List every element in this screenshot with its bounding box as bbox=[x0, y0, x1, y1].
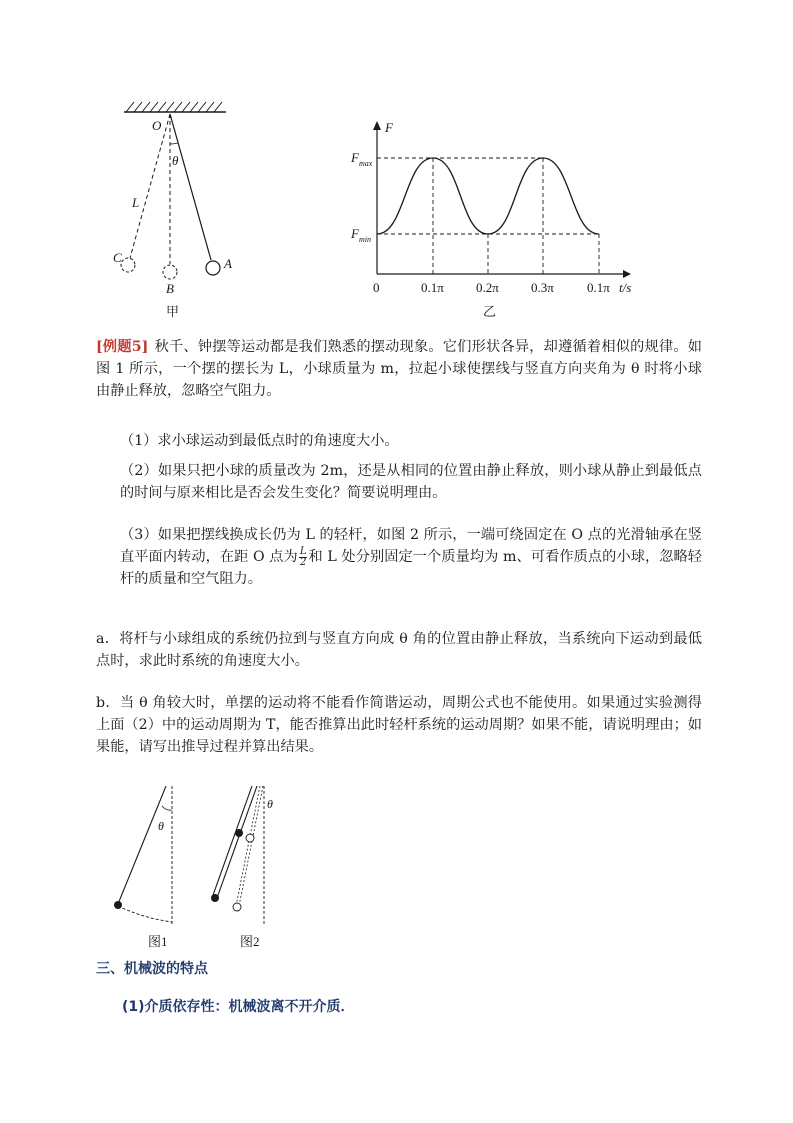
section-heading: 三、机械波的特点 bbox=[96, 961, 208, 977]
figure-jia-pendulum bbox=[110, 92, 240, 322]
example-intro-text: 秋千、钟摆等运动都是我们熟悉的摆动现象。它们形状各异，却遵循着相似的规律。如图 1 所示，一个摆的摆长为 L，小球质量为 m，拉起小球使摆线与竖直方向夹角为 θ 时将小球由静止释放，忽略空气阻力。 bbox=[96, 339, 702, 399]
question-1: （1）求小球运动到最低点时的角速度大小。 bbox=[120, 433, 399, 449]
caption-yi: 乙 bbox=[483, 304, 497, 319]
label-x-unit: t/s bbox=[619, 280, 632, 295]
question-3-part1: （3）如果把摆线换成长仍为 L 的轻杆，如图 2 所示，一端可绕固定在 O 点的光滑轴承在竖直平面内转动，在距 O 点为 bbox=[120, 527, 702, 565]
label-fmax: $F_{max}$ bbox=[351, 150, 373, 168]
fig2-ghost-ball-mid bbox=[246, 834, 254, 842]
tick-3: 0.3π bbox=[531, 280, 554, 295]
fig2-ball-mid bbox=[235, 829, 243, 837]
question-a: a．将杆与小球组成的系统仍拉到与竖直方向成 θ 角的位置由静止释放，当系统向下运动到最低点时，求此时系统的角速度大小。 bbox=[96, 631, 702, 669]
label-l: L bbox=[132, 195, 140, 210]
figure-2-rod bbox=[200, 786, 290, 952]
ball-a bbox=[206, 261, 220, 275]
fig2-ball-end bbox=[211, 894, 219, 902]
figure-1-pendulum bbox=[108, 786, 188, 952]
tick-4: 0.1π bbox=[587, 280, 610, 295]
fig2-ghost-ball-end bbox=[233, 903, 241, 911]
question-3 bbox=[96, 524, 702, 590]
fig2-theta: θ bbox=[267, 797, 273, 811]
fig1-theta: θ bbox=[158, 819, 164, 833]
section-point-1: (1)介质依存性：机械波离不开介质． bbox=[122, 999, 355, 1015]
label-fmin: $F_{min}$ bbox=[351, 226, 371, 244]
label-c: C bbox=[113, 250, 122, 265]
fig1-string bbox=[118, 786, 166, 904]
question-2: （2）如果只把小球的质量改为 2m，还是从相同的位置由静止释放，则小球从静止到最低点的时间与原来相比是否会发生变化？简要说明理由。 bbox=[120, 463, 702, 501]
pendulum-string bbox=[170, 114, 211, 260]
fig2-rod-left bbox=[212, 786, 252, 898]
label-b: B bbox=[166, 281, 174, 296]
figure-yi-force-graph bbox=[345, 112, 645, 324]
label-a: A bbox=[224, 256, 232, 271]
tick-1: 0.1π bbox=[421, 280, 444, 295]
force-curve bbox=[377, 158, 599, 234]
question-3-part2: 和 L 处分别固定一个质量均为 m、可看作质点的小球，忽略轻杆的质量和空气阻力。 bbox=[120, 549, 702, 587]
example-tag: [例题5] bbox=[96, 339, 149, 355]
pendulum-dashed-left bbox=[130, 114, 170, 258]
label-o: O bbox=[152, 118, 162, 133]
example-intro bbox=[96, 336, 702, 402]
label-f: F bbox=[385, 120, 393, 135]
fraction-l-over-2: $\frac{L}{2}$ bbox=[299, 545, 307, 568]
fig1-ball bbox=[114, 901, 122, 909]
caption-jia: 甲 bbox=[166, 304, 180, 319]
question-b: b．当 θ 角较大时，单摆的运动将不能看作简谐运动，周期公式也不能使用。如果通过实验测得上面（2）中的运动周期为 T，能否推算出此时轻杆系统的运动周期？如果不能，请说明理由；如果能，请写出推导过程并算出结果。 bbox=[96, 695, 702, 755]
fig1-caption: 图1 bbox=[148, 934, 168, 949]
ball-b bbox=[163, 265, 177, 279]
tick-0: 0 bbox=[373, 280, 380, 295]
tick-2: 0.2π bbox=[476, 280, 499, 295]
label-theta: θ bbox=[172, 153, 179, 168]
fig2-caption: 图2 bbox=[240, 934, 260, 949]
ball-c bbox=[121, 258, 135, 272]
